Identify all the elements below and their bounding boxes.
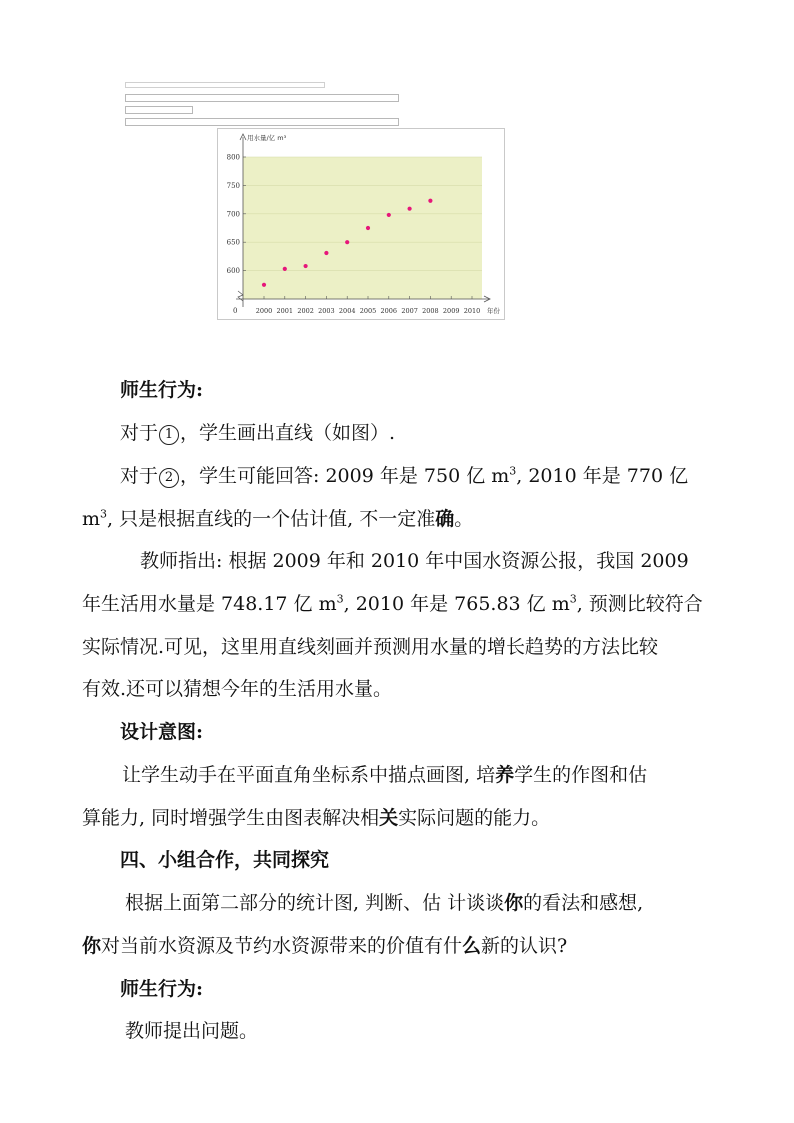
chart-data-point <box>387 213 391 217</box>
text-span: ，学生画出直线（如图）. <box>180 422 396 444</box>
chart-y-tick-label: 750 <box>226 181 240 190</box>
chart-data-point <box>304 264 308 268</box>
paragraph-5-line-1 <box>125 883 765 923</box>
chart-x-tick-label: 2009 <box>442 307 460 315</box>
bold-char: 关 <box>379 807 399 829</box>
water-usage-chart <box>217 128 505 320</box>
chart-x-tick-label: 2000 <box>255 307 273 315</box>
paragraph-5-line-2 <box>82 926 722 966</box>
text-span: m <box>82 508 101 530</box>
chart-data-point <box>428 199 432 203</box>
text-span: 根据上面第二部分的统计图, 判断、估 计谈谈 <box>125 892 505 914</box>
text-span: , 2010 年是 765.83 亿 m <box>343 593 570 615</box>
chart-x-tick-label: 2010 <box>463 307 481 315</box>
table-placeholder-line <box>125 82 325 88</box>
chart-x-tick-label: 2005 <box>359 307 377 315</box>
text-span: 实际问题的能力。 <box>398 807 551 829</box>
text-span: 新的认识? <box>481 935 568 957</box>
section-heading-teacher-student: 师生行为: <box>120 379 204 401</box>
chart-axis-break <box>238 291 243 301</box>
text-span: , 2010 年是 770 亿 <box>516 465 689 487</box>
text-span: 对于 <box>120 422 159 444</box>
bold-char: 你 <box>504 892 524 914</box>
paragraph-3-line-3: 实际情况.可见，这里用直线刻画并预测用水量的增长趋势的方法比较 <box>82 636 659 658</box>
chart-data-point <box>324 251 328 255</box>
bold-char: 么 <box>462 935 482 957</box>
chart-data-point <box>262 283 266 287</box>
superscript: 3 <box>569 592 577 606</box>
text-span: 对当前水资源及节约水资源带来的价值有什 <box>101 935 463 957</box>
section-heading-group-cooperation: 四、小组合作，共同探究 <box>120 849 330 871</box>
text-span: 算能力, 同时增强学生由图表解决相 <box>82 807 380 829</box>
paragraph-1 <box>120 413 760 453</box>
superscript: 3 <box>100 507 108 521</box>
text-span: 学生的作图和估 <box>514 764 648 786</box>
chart-x-tick-label: 2002 <box>297 307 314 315</box>
chart-data-point <box>345 240 349 244</box>
bold-char: 养 <box>495 764 515 786</box>
paragraph-4-line-1 <box>122 755 762 795</box>
text-span: 对于 <box>120 465 159 487</box>
bold-char: 确 <box>435 508 455 530</box>
paragraph-4-line-2 <box>82 798 722 838</box>
paragraph-3-line-2 <box>82 584 722 624</box>
chart-y-tick-label: 650 <box>226 238 240 247</box>
text-span: ，学生可能回答: 2009 年是 750 亿 m <box>180 465 510 487</box>
circled-number-1: 1 <box>159 425 179 445</box>
text-span: , 只是根据直线的一个估计值, 不一定准 <box>107 508 436 530</box>
table-placeholder-line <box>125 94 399 102</box>
section-heading-teacher-student-2: 师生行为: <box>120 978 204 1000</box>
table-placeholder-line <box>125 118 399 126</box>
paragraph-3-line-4: 有效.还可以猜想今年的生活用水量。 <box>82 678 393 700</box>
chart-x-tick-label: 2003 <box>318 307 335 315</box>
chart-y-axis-label: 用水量/亿 m³ <box>247 134 287 142</box>
chart-x-tick-label: 2007 <box>401 307 418 315</box>
paragraph-2-line-2 <box>82 499 722 539</box>
section-heading-design-intent: 设计意图: <box>120 721 204 743</box>
chart-y-tick-label: 800 <box>226 153 240 162</box>
table-placeholder-line <box>125 106 193 114</box>
chart-y-tick-label: 600 <box>226 267 240 276</box>
text-span: 年生活用水量是 748.17 亿 m <box>82 593 337 615</box>
chart-svg <box>218 129 504 319</box>
paragraph-2-line-1 <box>120 456 760 496</box>
chart-x-tick-label: 2008 <box>422 307 439 315</box>
paragraph-3-line-1: 教师指出: 根据 2009 年和 2010 年中国水资源公报，我国 2009 <box>140 550 689 572</box>
text-span: 。 <box>454 508 474 530</box>
paragraph-6: 教师提出问题。 <box>125 1020 259 1042</box>
chart-x-tick-label: 2006 <box>380 307 398 315</box>
chart-x-axis-label: 年份 <box>487 307 500 315</box>
chart-data-point <box>408 207 412 211</box>
text-span: 让学生动手在平面直角坐标系中描点画图, 培 <box>122 764 496 786</box>
chart-plot-area <box>243 157 482 299</box>
chart-data-point <box>366 226 370 230</box>
chart-x-tick-label: 2001 <box>276 307 294 315</box>
circled-number-2: 2 <box>159 468 179 488</box>
chart-origin-label: 0 <box>233 307 238 315</box>
chart-x-tick-label: 2004 <box>338 307 356 315</box>
chart-data-point <box>283 267 287 271</box>
superscript: 3 <box>336 592 344 606</box>
chart-y-tick-label: 700 <box>226 210 240 219</box>
text-span: , 预测比较符合 <box>576 593 703 615</box>
bold-char: 你 <box>82 935 102 957</box>
superscript: 3 <box>509 464 517 478</box>
text-span: 的看法和感想, <box>523 892 644 914</box>
